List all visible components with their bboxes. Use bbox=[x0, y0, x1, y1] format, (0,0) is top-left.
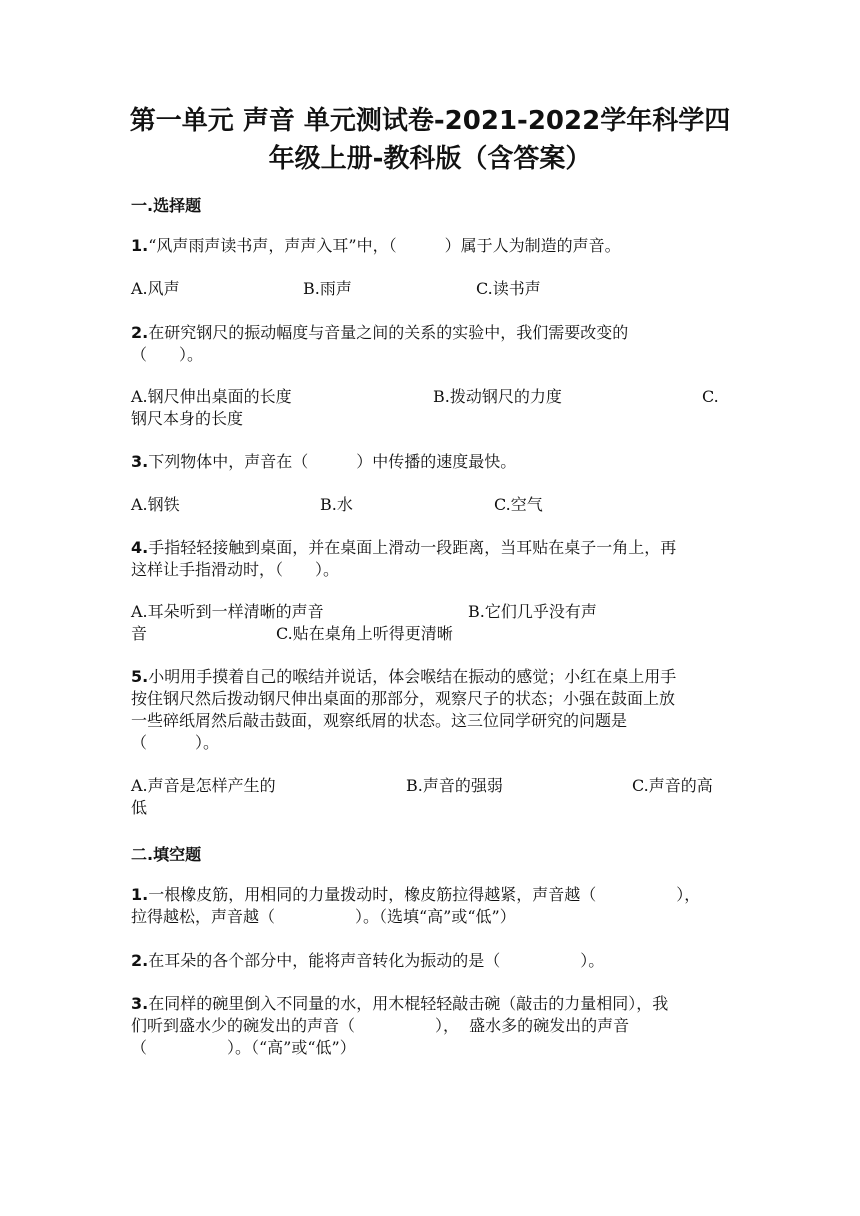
option-c: C.声音的高 bbox=[632, 776, 713, 795]
page-title-line1: 第一单元 声音 单元测试卷-2021-2022学年科学四 bbox=[129, 106, 731, 136]
option-b: B.它们几乎没有声 bbox=[468, 602, 597, 621]
section-heading-choice: 一.选择题 bbox=[131, 196, 202, 215]
question-text-continued: （ ）。 bbox=[131, 345, 204, 364]
question-number: 2. bbox=[131, 951, 149, 970]
question-text: 下列物体中，声音在（ ）中传播的速度最快。 bbox=[148, 452, 517, 471]
question-number: 3. bbox=[131, 452, 149, 471]
question-number: 1. bbox=[131, 236, 149, 255]
question-text: 小明用手摸着自己的喉结并说话，体会喉结在振动的感觉；小红在桌上用手 bbox=[148, 667, 677, 686]
question-text-continued: 拉得越松，声音越（ ）。（选填“高”或“低”） bbox=[131, 907, 516, 926]
option-a: A.钢铁 bbox=[131, 495, 180, 514]
option-b-wrap: 音 bbox=[131, 624, 148, 643]
question-text-continued: （ ）。 bbox=[131, 733, 220, 752]
question-number: 1. bbox=[131, 885, 149, 904]
question-text-continued: 这样让手指滑动时，（ ）。 bbox=[131, 560, 340, 579]
question-text-continued: 按住钢尺然后拨动钢尺伸出桌面的那部分，观察尺子的状态；小强在鼓面上放 bbox=[131, 689, 676, 708]
section-heading-fill: 二.填空题 bbox=[131, 845, 202, 864]
page-title-line2: 年级上册-教科版（含答案） bbox=[268, 144, 592, 174]
question-number: 2. bbox=[131, 323, 149, 342]
option-c: C.空气 bbox=[494, 495, 543, 514]
fill-question-3 bbox=[131, 993, 668, 1015]
question-number: 4. bbox=[131, 538, 149, 557]
question-text: 一根橡皮筋，用相同的力量拨动时，橡皮筋拉得越紧，声音越（ ）， bbox=[148, 885, 701, 904]
question-5 bbox=[131, 666, 676, 688]
option-c: C. bbox=[702, 387, 719, 406]
option-b: B.拨动钢尺的力度 bbox=[433, 387, 562, 406]
option-a: A.风声 bbox=[131, 279, 180, 298]
option-a: A.钢尺伸出桌面的长度 bbox=[131, 387, 292, 406]
option-a: A.耳朵听到一样清晰的声音 bbox=[131, 602, 324, 621]
question-text: “风声雨声读书声，声声入耳”中，（ ）属于人为制造的声音。 bbox=[148, 236, 621, 255]
question-4 bbox=[131, 537, 676, 559]
option-c: C.读书声 bbox=[476, 279, 541, 298]
question-text: 在耳朵的各个部分中，能将声音转化为振动的是（ ）。 bbox=[148, 951, 605, 970]
option-b: B.雨声 bbox=[303, 279, 352, 298]
option-b: B.水 bbox=[320, 495, 353, 514]
option-b: B.声音的强弱 bbox=[406, 776, 503, 795]
question-text-continued: （ ）。（“高”或“低”） bbox=[131, 1038, 356, 1057]
question-1 bbox=[131, 235, 621, 257]
question-text: 手指轻轻接触到桌面，并在桌面上滑动一段距离，当耳贴在桌子一角上，再 bbox=[148, 538, 677, 557]
option-c: C.贴在桌角上听得更清晰 bbox=[276, 624, 453, 643]
option-c-wrap: 低 bbox=[131, 798, 148, 817]
question-text: 在同样的碗里倒入不同量的水，用木棍轻轻敲击碗（敲击的力量相同），我 bbox=[148, 994, 669, 1013]
fill-question-1 bbox=[131, 884, 700, 906]
question-text-continued: 们听到盛水少的碗发出的声音（ ）， 盛水多的碗发出的声音 bbox=[131, 1016, 630, 1035]
question-2 bbox=[131, 322, 628, 344]
question-number: 3. bbox=[131, 994, 149, 1013]
question-number: 5. bbox=[131, 667, 149, 686]
question-text: 在研究钢尺的振动幅度与音量之间的关系的实验中，我们需要改变的 bbox=[148, 323, 629, 342]
question-text-continued: 一些碎纸屑然后敲击鼓面，观察纸屑的状态。这三位同学研究的问题是 bbox=[131, 711, 628, 730]
option-c-text: 钢尺本身的长度 bbox=[131, 409, 244, 428]
question-3 bbox=[131, 451, 516, 473]
fill-question-2 bbox=[131, 950, 604, 972]
option-a: A.声音是怎样产生的 bbox=[131, 776, 276, 795]
